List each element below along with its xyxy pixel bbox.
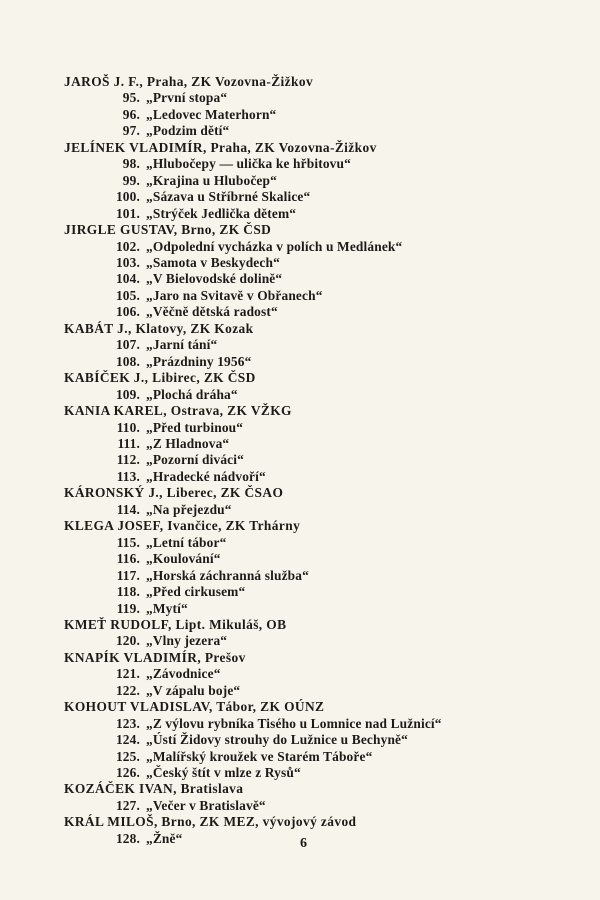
- work-number: 95.: [122, 90, 140, 106]
- work-title: „Krajina u Hlubočep“: [146, 172, 277, 188]
- work-number: 127.: [115, 797, 140, 813]
- work-title: „Věčně dětská radost“: [146, 304, 278, 320]
- work-item: [64, 601, 564, 617]
- work-item: [64, 90, 564, 106]
- work-title: „Hradecké nádvoří“: [146, 468, 266, 484]
- work-item: [64, 288, 564, 304]
- work-number: 104.: [115, 271, 140, 287]
- work-item: [64, 798, 564, 814]
- author-heading: KOHOUT VLADISLAV, Tábor, ZK OÚNZ: [64, 699, 325, 715]
- author-heading: KÁRONSKÝ J., Liberec, ZK ČSAO: [64, 485, 284, 501]
- work-number: 99.: [122, 172, 140, 188]
- work-title: „Z Hladnova“: [146, 435, 230, 451]
- work-title: „Sázava u Stříbrné Skalice“: [146, 189, 311, 205]
- work-number: 100.: [115, 189, 140, 205]
- work-item: [64, 469, 564, 485]
- author-heading: KABÁT J., Klatovy, ZK Kozak: [64, 320, 254, 336]
- work-title: „Jaro na Svitavě v Obřanech“: [146, 287, 323, 303]
- work-title: „Jarní tání“: [146, 337, 218, 353]
- work-title: „Vlny jezera“: [146, 633, 228, 649]
- work-number: 113.: [116, 468, 140, 484]
- work-title: „Plochá dráha“: [146, 386, 238, 402]
- work-title: „Koulování“: [146, 551, 221, 567]
- work-number: 117.: [116, 567, 140, 583]
- work-number: 114.: [116, 501, 140, 517]
- work-title: „Samota v Beskydech“: [146, 254, 280, 270]
- work-number: 122.: [115, 682, 140, 698]
- page-number: 6: [300, 836, 307, 851]
- author-heading: JELÍNEK VLADIMÍR, Praha, ZK Vozovna-Žižkov: [64, 139, 377, 155]
- work-item: [64, 683, 564, 699]
- work-title: „Ledovec Materhorn“: [146, 106, 277, 122]
- work-title: „Český štít v mlze z Rysů“: [146, 765, 301, 781]
- work-item: [64, 716, 564, 732]
- work-item: [64, 387, 564, 403]
- work-title: „Na přejezdu“: [146, 501, 232, 517]
- work-number: 124.: [115, 732, 140, 748]
- work-item: [64, 436, 564, 452]
- author-heading: KMEŤ RUDOLF, Lipt. Mikuláš, OB: [64, 616, 287, 632]
- work-item: [64, 173, 564, 189]
- work-item: [64, 239, 564, 255]
- work-title: „Ústí Židovy strouhy do Lužnice u Bechyně“: [146, 732, 408, 748]
- work-title: „V Bielovodské dolině“: [146, 271, 283, 287]
- work-title: „V zápalu boje“: [146, 682, 241, 698]
- work-title: „Podzim dětí“: [146, 123, 230, 139]
- work-item: [64, 765, 564, 781]
- work-number: 128.: [115, 830, 140, 846]
- work-item: [64, 502, 564, 518]
- work-number: 125.: [115, 748, 140, 764]
- work-item: [64, 568, 564, 584]
- work-title: „První stopa“: [146, 90, 228, 106]
- work-item: [64, 337, 564, 353]
- exhibit-list: [64, 74, 564, 847]
- work-item: [64, 255, 564, 271]
- author-heading: KANIA KAREL, Ostrava, ZK VŽKG: [64, 403, 292, 419]
- work-item: [64, 420, 564, 436]
- author-heading: JIRGLE GUSTAV, Brno, ZK ČSD: [64, 222, 272, 238]
- work-number: 97.: [122, 123, 140, 139]
- work-title: „Večer v Bratislavě“: [146, 797, 266, 813]
- work-item: [64, 452, 564, 468]
- work-number: 126.: [115, 765, 140, 781]
- work-title: „Žně“: [146, 830, 183, 846]
- work-number: 119.: [116, 600, 140, 616]
- work-number: 98.: [122, 156, 140, 172]
- work-title: „Horská záchranná služba“: [146, 567, 309, 583]
- work-number: 121.: [115, 666, 140, 682]
- work-item: [64, 123, 564, 139]
- work-number: 115.: [116, 534, 140, 550]
- work-item: [64, 107, 564, 123]
- work-number: 105.: [115, 287, 140, 303]
- work-number: 116.: [116, 551, 140, 567]
- work-number: 120.: [115, 633, 140, 649]
- work-item: [64, 271, 564, 287]
- work-title: „Před cirkusem“: [146, 584, 246, 600]
- work-item: [64, 551, 564, 567]
- work-number: 110.: [116, 419, 140, 435]
- work-number: 96.: [122, 106, 140, 122]
- work-title: „Letní tábor“: [146, 534, 227, 550]
- work-item: [64, 156, 564, 172]
- work-title: „Prázdniny 1956“: [146, 353, 252, 369]
- work-item: [64, 666, 564, 682]
- author-heading: JAROŠ J. F., Praha, ZK Vozovna-Žižkov: [64, 74, 314, 89]
- work-item: [64, 206, 564, 222]
- work-item: [64, 633, 564, 649]
- work-number: 103.: [115, 254, 140, 270]
- work-number: 108.: [115, 353, 140, 369]
- work-number: 106.: [115, 304, 140, 320]
- work-title: „Před turbinou“: [146, 419, 244, 435]
- work-title: „Z výlovu rybníka Tisého u Lomnice nad Lužnicí“: [146, 715, 442, 731]
- work-number: 123.: [115, 715, 140, 731]
- author-heading: KNAPÍK VLADIMÍR, Prešov: [64, 649, 246, 665]
- work-item: [64, 749, 564, 765]
- work-title: „Mytí“: [146, 600, 188, 616]
- work-number: 107.: [115, 337, 140, 353]
- work-number: 118.: [116, 584, 140, 600]
- work-title: „Odpolední vycházka v polích u Medlánek“: [146, 238, 403, 254]
- work-item: [64, 732, 564, 748]
- work-title: „Strýček Jedlička dětem“: [146, 205, 297, 221]
- work-number: 111.: [117, 435, 140, 451]
- work-item: [64, 354, 564, 370]
- work-number: 112.: [116, 452, 140, 468]
- work-number: 109.: [115, 386, 140, 402]
- work-number: 101.: [115, 205, 140, 221]
- work-title: „Malířský kroužek ve Starém Táboře“: [146, 748, 373, 764]
- work-item: [64, 304, 564, 320]
- work-title: „Závodnice“: [146, 666, 221, 682]
- work-title: „Pozorní diváci“: [146, 452, 244, 468]
- work-item: [64, 584, 564, 600]
- author-heading: KRÁL MILOŠ, Brno, ZK MEZ, vývojový závod: [64, 814, 357, 830]
- author-heading: KABÍČEK J., Libirec, ZK ČSD: [64, 370, 256, 386]
- work-title: „Hlubočepy — ulička ke hřbitovu“: [146, 156, 351, 172]
- work-number: 102.: [115, 238, 140, 254]
- author-heading: KOZÁČEK IVAN, Bratislava: [64, 781, 244, 797]
- author-heading: KLEGA JOSEF, Ivančice, ZK Trhárny: [64, 518, 301, 534]
- work-item: [64, 535, 564, 551]
- work-item: [64, 189, 564, 205]
